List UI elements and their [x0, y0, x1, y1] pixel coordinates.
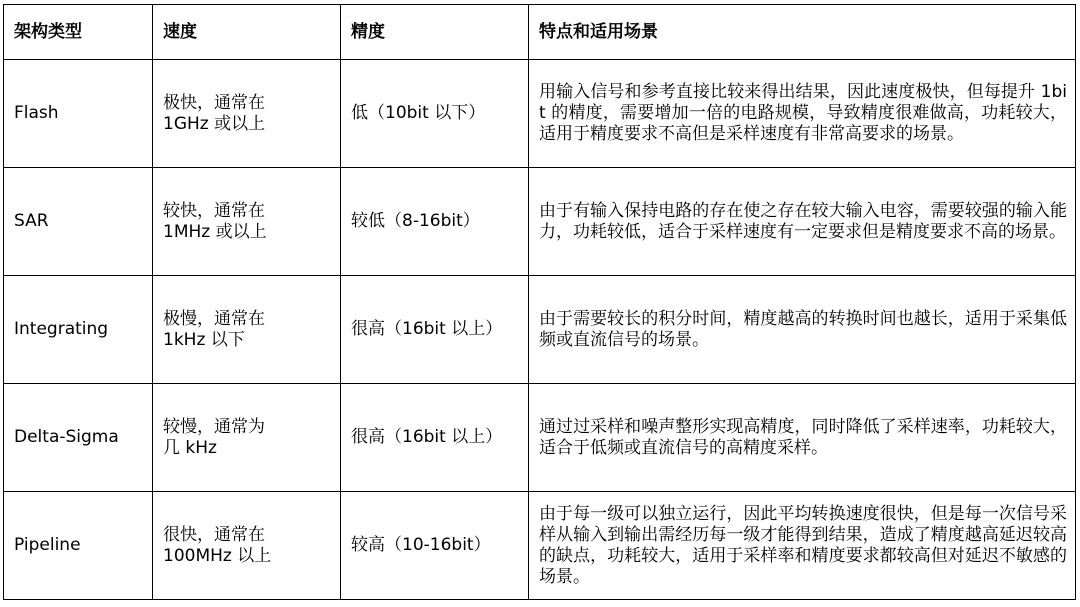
table-row — [4, 168, 1076, 276]
speed-line: 极慢，通常在 — [163, 308, 265, 329]
cell-precision: 很高（16bit 以上） — [341, 276, 529, 384]
cell-precision: 低（10bit 以下） — [341, 60, 529, 168]
speed-line: 1kHz 以下 — [163, 329, 245, 350]
speed-line: 较慢，通常为 — [163, 416, 265, 437]
speed-line: 极快，通常在 — [163, 92, 265, 113]
cell-speed — [153, 384, 341, 492]
cell-features: 用输入信号和参考直接比较来得出结果，因此速度极快，但每提升 1bit 的精度，需要增加一倍的电路规模，导致精度很难做高，功耗较大，适用于精度要求不高但是采样速度有非常高要求的场景。 — [529, 60, 1076, 168]
table-row — [4, 384, 1076, 492]
header-architecture-type: 架构类型 — [4, 5, 153, 60]
speed-line: 1MHz 或以上 — [163, 221, 267, 242]
cell-features: 由于需要较长的积分时间，精度越高的转换时间也越长，适用于采集低频或直流信号的场景。 — [529, 276, 1076, 384]
cell-speed — [153, 60, 341, 168]
table-row — [4, 60, 1076, 168]
cell-type: Delta-Sigma — [4, 384, 153, 492]
table-row — [4, 276, 1076, 384]
adc-comparison-table — [3, 4, 1076, 600]
header-precision: 精度 — [341, 5, 529, 60]
header-row — [4, 5, 1076, 60]
cell-speed — [153, 492, 341, 600]
table-row — [4, 492, 1076, 600]
cell-features: 通过过采样和噪声整形实现高精度，同时降低了采样速率，功耗较大，适合于低频或直流信号的高精度采样。 — [529, 384, 1076, 492]
speed-line: 很快，通常在 — [163, 524, 265, 545]
cell-type: Flash — [4, 60, 153, 168]
cell-features: 由于有输入保持电路的存在使之存在较大输入电容，需要较强的输入能力，功耗较低，适合于采样速度有一定要求但是精度要求不高的场景。 — [529, 168, 1076, 276]
cell-type: SAR — [4, 168, 153, 276]
cell-type: Pipeline — [4, 492, 153, 600]
header-speed: 速度 — [153, 5, 341, 60]
speed-line: 几 kHz — [163, 437, 217, 458]
cell-speed — [153, 276, 341, 384]
cell-precision: 很高（16bit 以上） — [341, 384, 529, 492]
speed-line: 1GHz 或以上 — [163, 113, 266, 134]
header-features: 特点和适用场景 — [529, 5, 1076, 60]
cell-features: 由于每一级可以独立运行，因此平均转换速度很快，但是每一次信号采样从输入到输出需经历每一级才能得到结果，造成了精度越高延迟较高的缺点，功耗较大，适用于采样率和精度要求都较高但对延迟不敏感的场景。 — [529, 492, 1076, 600]
speed-line: 较快，通常在 — [163, 200, 265, 221]
speed-line: 100MHz 以上 — [163, 545, 272, 566]
cell-precision: 较高（10-16bit） — [341, 492, 529, 600]
cell-type: Integrating — [4, 276, 153, 384]
cell-speed — [153, 168, 341, 276]
cell-precision: 较低（8-16bit） — [341, 168, 529, 276]
